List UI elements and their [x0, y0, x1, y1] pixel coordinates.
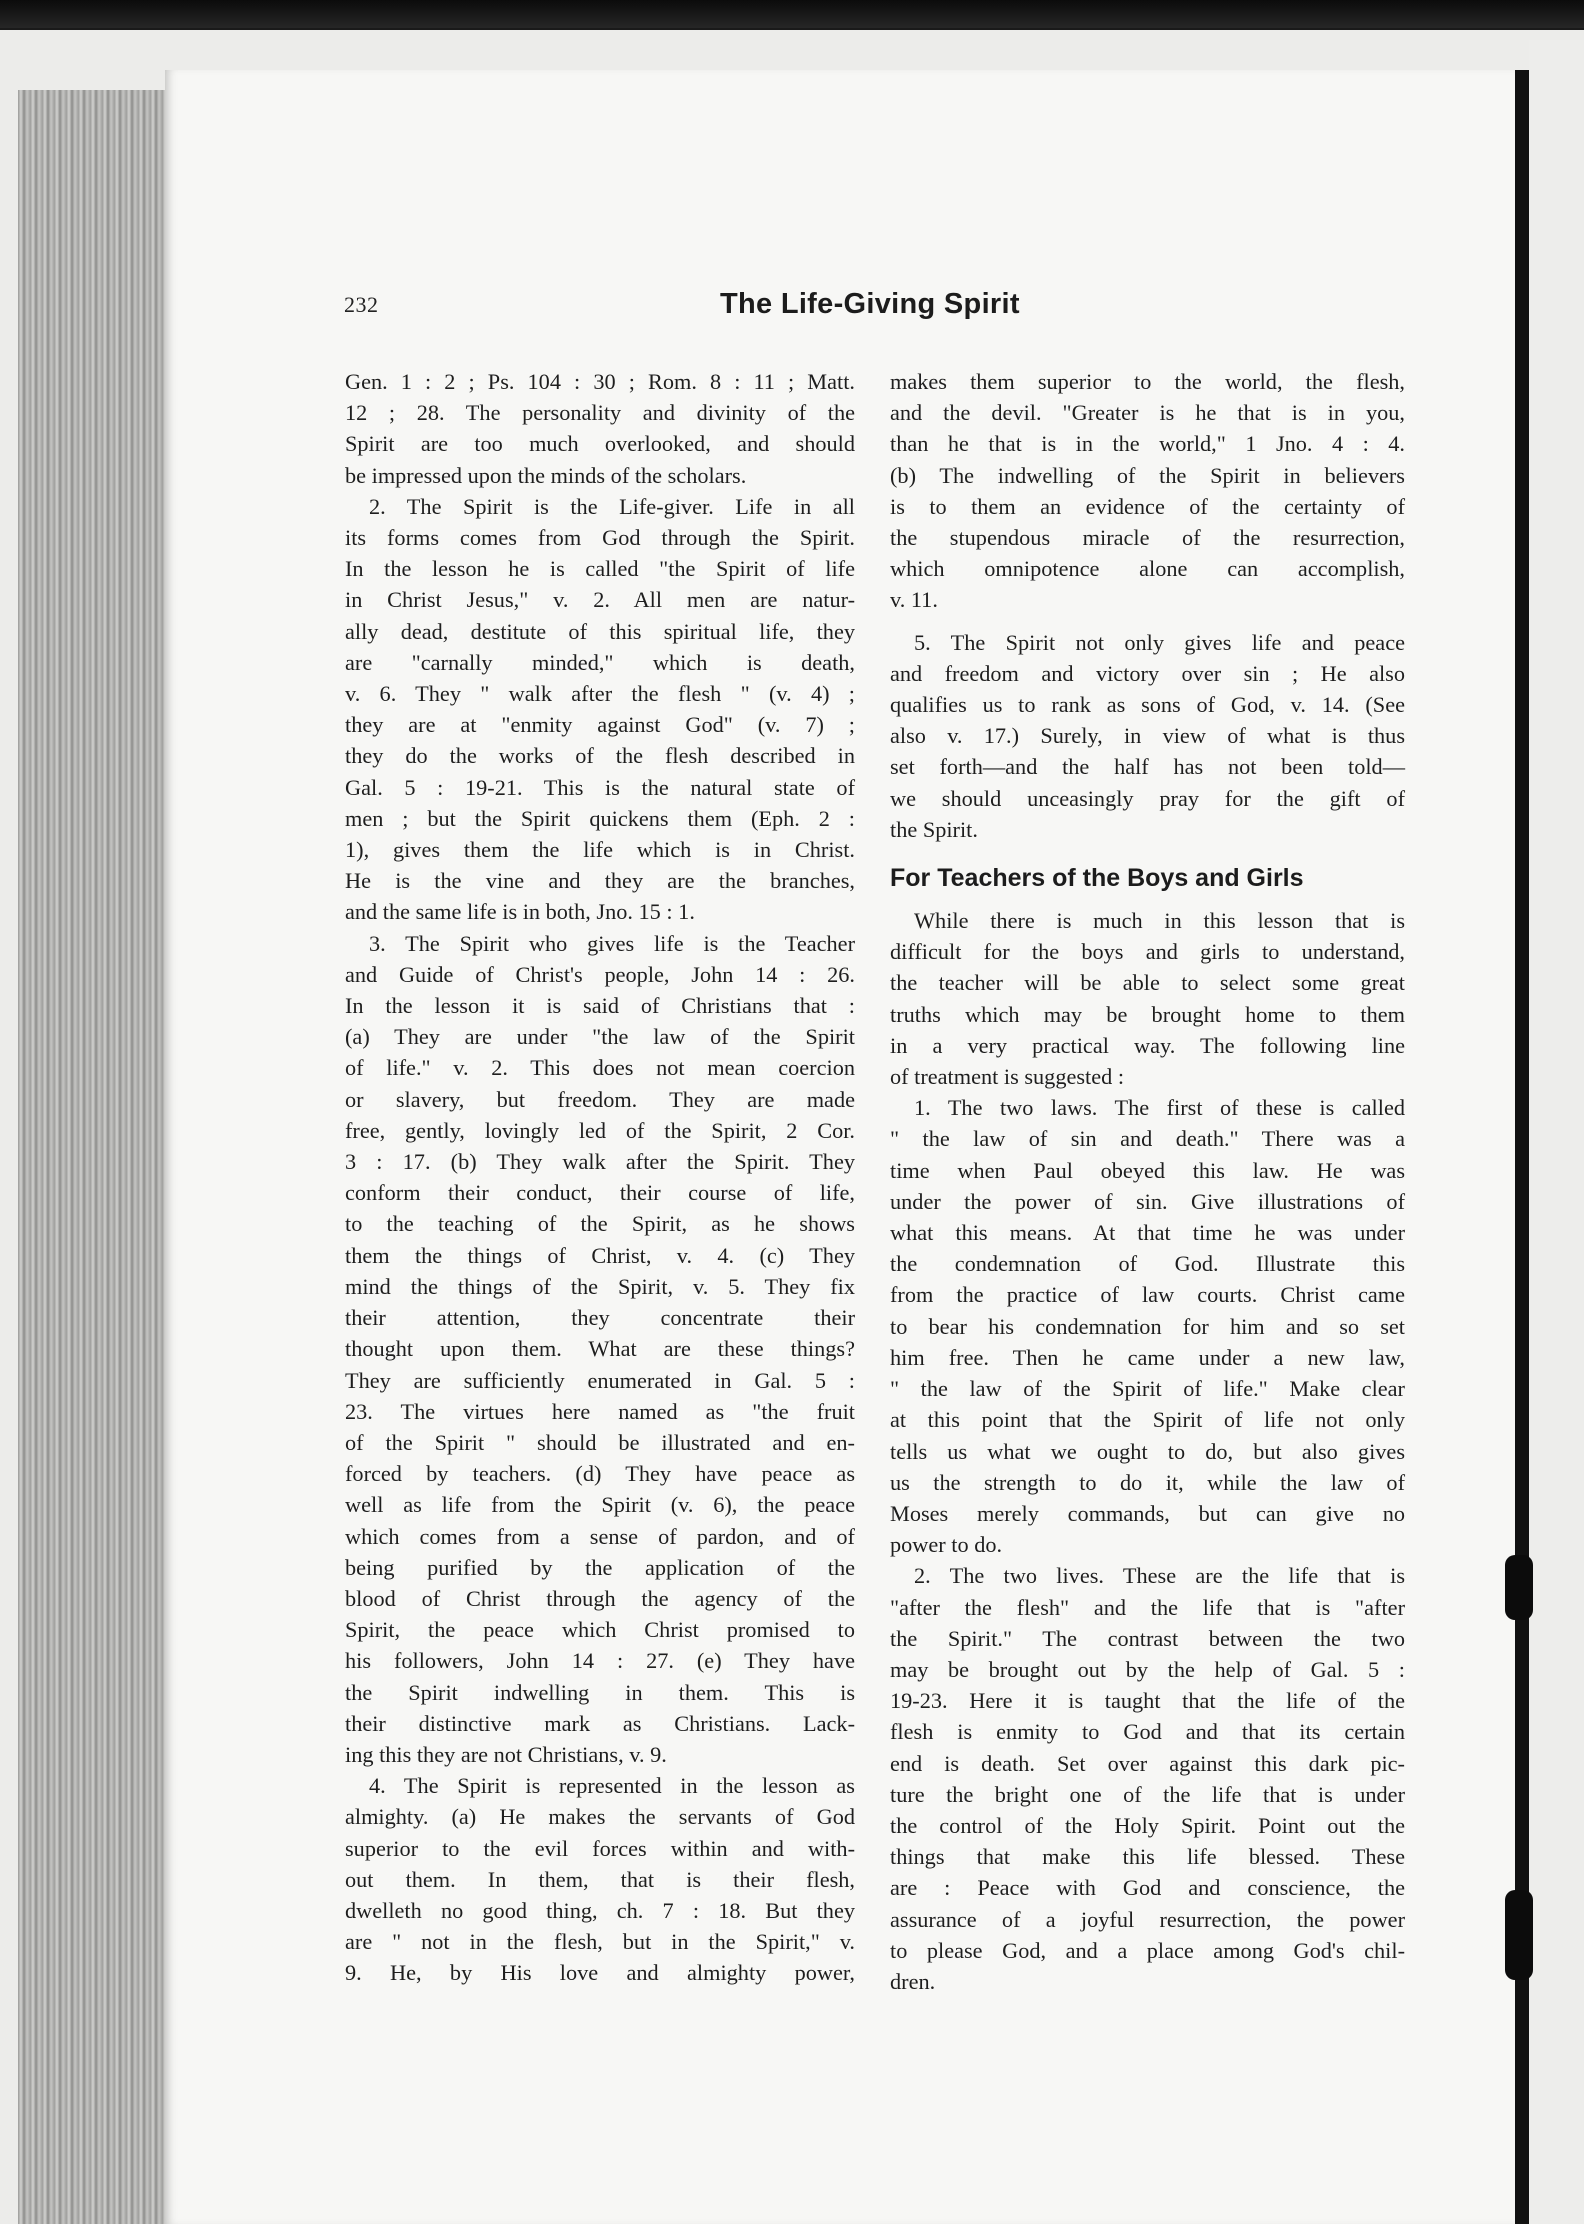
text-line: the Spirit. [890, 816, 978, 842]
text-line: and freedom and victory over sin ; He also [890, 660, 1405, 686]
text-line: They are sufficiently enumerated in Gal. 5 : [345, 1367, 855, 1393]
text-line: being purified by the application of the [345, 1554, 855, 1580]
text-line: their distinctive mark as Christians. Lack- [345, 1710, 855, 1736]
left-text-column [345, 366, 855, 1989]
page-number: 232 [344, 292, 379, 317]
text-line: " the law of the Spirit of life." Make clear [890, 1376, 1405, 1402]
text-line: they are at "enmity against God" (v. 7) ; [345, 712, 855, 738]
text-line: its forms comes from God through the Spirit. [345, 525, 855, 551]
text-line: out them. In them, that is their flesh, [345, 1866, 855, 1892]
text-line: men ; but the Spirit quickens them (Eph. 2 : [345, 805, 855, 831]
text-line: be impressed upon the minds of the scholars. [345, 462, 747, 488]
text-line: 1), gives them the life which is in Christ. [345, 837, 855, 863]
text-line: of treatment is suggested : [890, 1064, 1125, 1090]
text-line: 3 : 17. (b) They walk after the Spirit. They [345, 1149, 855, 1175]
text-line: us the strength to do it, while the law of [890, 1469, 1405, 1495]
text-line: set forth—and the half has not been told— [890, 754, 1405, 780]
text-line: the Spirit." The contrast between the two [890, 1625, 1405, 1651]
text-line: While there is much in this lesson that is [914, 908, 1405, 934]
text-line: in Christ Jesus," v. 2. All men are natur- [345, 587, 855, 613]
top-shadow [0, 0, 1584, 28]
text-line: are " not in the flesh, but in the Spirit," v. [345, 1929, 855, 1955]
text-line: we should unceasingly pray for the gift of [890, 785, 1405, 811]
text-line: free, gently, lovingly led of the Spirit, 2 Cor. [345, 1117, 855, 1143]
text-line: them the things of Christ, v. 4. (c) They [345, 1242, 855, 1268]
text-line: superior to the evil forces within and with- [345, 1835, 855, 1861]
text-line: things that make this life blessed. These [890, 1844, 1405, 1870]
text-line: and the same life is in both, Jno. 15 : 1. [345, 899, 695, 925]
text-line: and Guide of Christ's people, John 14 : 26. [345, 961, 855, 987]
text-line: thought upon them. What are these things? [345, 1336, 855, 1362]
stacked-page-edges [18, 90, 168, 2224]
text-line: power to do. [890, 1532, 1003, 1558]
text-line: 3. The Spirit who gives life is the Teacher [369, 930, 855, 956]
right-margin-paper [1529, 40, 1584, 2224]
text-line: are "carnally minded," which is death, [345, 649, 855, 675]
text-line: the control of the Holy Spirit. Point out the [890, 1812, 1405, 1838]
text-line: 1. The two laws. The first of these is called [914, 1095, 1405, 1121]
text-line: (b) The indwelling of the Spirit in believers [890, 462, 1405, 488]
text-line: tells us what we ought to do, but also gives [890, 1438, 1405, 1464]
text-line: Gal. 5 : 19-21. This is the natural state of [345, 774, 855, 800]
text-line: (a) They are under "the law of the Spirit [345, 1024, 855, 1050]
paragraph-gap [890, 616, 1405, 627]
text-line: Gen. 1 : 2 ; Ps. 104 : 30 ; Rom. 8 : 11 ; Matt. [345, 369, 855, 394]
text-line: v. 11. [890, 587, 938, 613]
section-heading: For Teachers of the Boys and Girls [890, 864, 1304, 893]
text-line: Moses merely commands, but can give no [890, 1500, 1405, 1526]
text-line: his followers, John 14 : 27. (e) They have [345, 1648, 855, 1674]
text-line: truths which may be brought home to them [890, 1001, 1405, 1027]
text-line: and the devil. "Greater is he that is in you, [890, 400, 1405, 426]
text-line: what this means. At that time he was under [890, 1220, 1405, 1246]
text-line: blood of Christ through the agency of the [345, 1585, 855, 1611]
text-line: the condemnation of God. Illustrate this [890, 1251, 1405, 1277]
text-line: Spirit are too much overlooked, and should [345, 431, 855, 457]
text-line: their attention, they concentrate their [345, 1305, 855, 1331]
text-line: 23. The virtues here named as "the fruit [345, 1398, 855, 1424]
text-line: makes them superior to the world, the flesh, [890, 369, 1405, 394]
text-line: ing this they are not Christians, v. 9. [345, 1741, 667, 1767]
text-line: him free. Then he came under a new law, [890, 1344, 1405, 1370]
text-line: the stupendous miracle of the resurrection, [890, 525, 1405, 551]
text-line: or slavery, but freedom. They are made [345, 1086, 855, 1112]
text-line: well as life from the Spirit (v. 6), the peace [345, 1492, 855, 1518]
text-line: "after the flesh" and the life that is "after [890, 1594, 1405, 1620]
text-line: 12 ; 28. The personality and divinity of the [345, 400, 855, 426]
text-line: in a very practical way. The following line [890, 1032, 1405, 1058]
text-line: the teacher will be able to select some great [890, 970, 1405, 996]
text-line: which comes from a sense of pardon, and of [345, 1523, 855, 1549]
text-line: 4. The Spirit is represented in the lesson as [369, 1773, 855, 1799]
text-line: than he that is in the world," 1 Jno. 4 : 4. [890, 431, 1405, 457]
text-line: 19-23. Here it is taught that the life of the [890, 1688, 1405, 1714]
text-line: 2. The Spirit is the Life-giver. Life in all [369, 493, 855, 519]
text-line: conform their conduct, their course of life, [345, 1180, 855, 1206]
text-line: to the teaching of the Spirit, as he shows [345, 1211, 855, 1237]
text-line: dren. [890, 1968, 936, 1994]
text-line: under the power of sin. Give illustrations of [890, 1188, 1405, 1214]
text-line: v. 6. They " walk after the flesh " (v. 4) ; [345, 681, 855, 707]
text-line: end is death. Set over against this dark pic- [890, 1750, 1405, 1776]
text-line: qualifies us to rank as sons of God, v. 14. (See [890, 692, 1405, 718]
text-line: 5. The Spirit not only gives life and peace [914, 629, 1405, 655]
text-line: almighty. (a) He makes the servants of God [345, 1804, 855, 1830]
text-line: 2. The two lives. These are the life that is [914, 1563, 1405, 1589]
text-line: flesh is enmity to God and that its certain [890, 1719, 1405, 1745]
text-line: is to them an evidence of the certainty of [890, 493, 1405, 519]
right-text-column [890, 366, 1405, 1997]
running-head: The Life-Giving Spirit [720, 288, 1020, 320]
text-line: dwelleth no good thing, ch. 7 : 18. But they [345, 1897, 855, 1923]
text-line: to please God, and a place among God's chil- [890, 1937, 1405, 1963]
text-line: Spirit, the peace which Christ promised to [345, 1617, 855, 1643]
text-line: of the Spirit " should be illustrated and en- [345, 1429, 855, 1455]
text-line: which omnipotence alone can accomplish, [890, 556, 1405, 582]
text-line: time when Paul obeyed this law. He was [890, 1157, 1405, 1183]
text-line: ture the bright one of the life that is under [890, 1781, 1405, 1807]
binding-clip [1505, 1555, 1533, 1620]
text-line: from the practice of law courts. Christ came [890, 1282, 1405, 1308]
text-line: He is the vine and they are the branches, [345, 868, 855, 894]
text-line: In the lesson he is called "the Spirit of life [345, 556, 855, 582]
binding-clip [1505, 1890, 1533, 1980]
text-line: also v. 17.) Surely, in view of what is thus [890, 723, 1405, 749]
text-line: forced by teachers. (d) They have peace as [345, 1461, 855, 1487]
text-line: 9. He, by His love and almighty power, [345, 1960, 855, 1986]
text-line: mind the things of the Spirit, v. 5. They fix [345, 1273, 855, 1299]
text-line: the Spirit indwelling in them. This is [345, 1679, 855, 1705]
text-line: they do the works of the flesh described in [345, 743, 855, 769]
text-line: are : Peace with God and conscience, the [890, 1875, 1405, 1901]
text-line: In the lesson it is said of Christians that : [345, 993, 855, 1019]
text-line: " the law of sin and death." There was a [890, 1126, 1405, 1152]
text-line: assurance of a joyful resurrection, the power [890, 1906, 1405, 1932]
text-line: may be brought out by the help of Gal. 5 : [890, 1656, 1405, 1682]
text-line: to bear his condemnation for him and so set [890, 1313, 1405, 1339]
text-line: of life." v. 2. This does not mean coercion [345, 1055, 855, 1081]
text-line: at this point that the Spirit of life not only [890, 1407, 1405, 1433]
text-line: ally dead, destitute of this spiritual life, they [345, 618, 855, 644]
text-line: difficult for the boys and girls to understand, [890, 939, 1405, 965]
